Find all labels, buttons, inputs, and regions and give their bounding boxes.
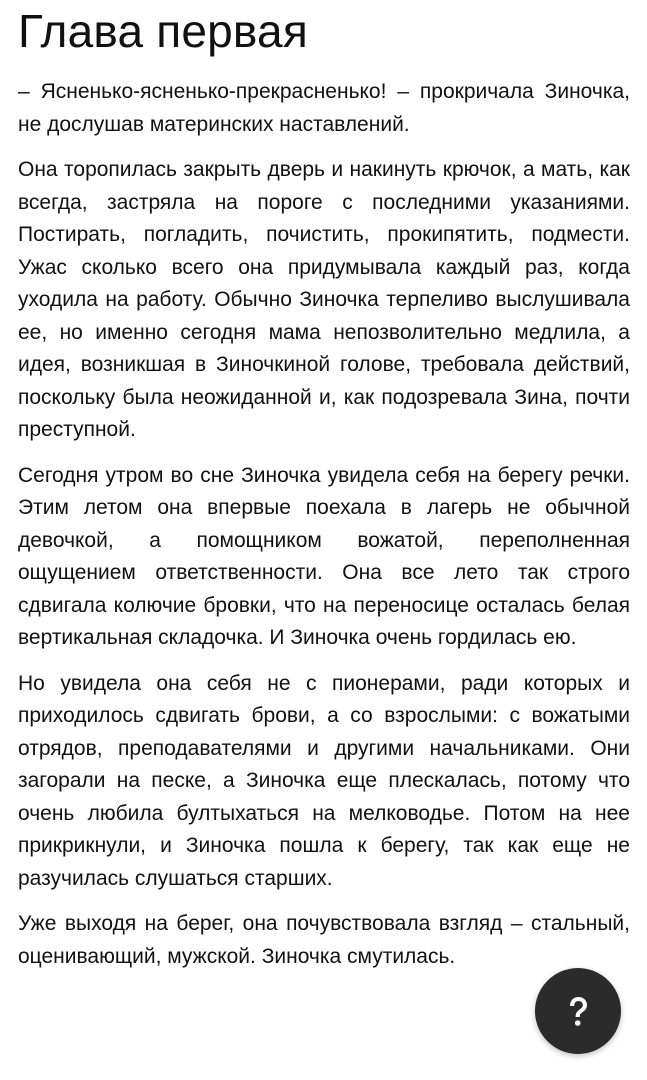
help-button[interactable] bbox=[535, 968, 621, 1054]
paragraph-5: Уже выходя на берег, она почувствовала взгляд – стальный, оценивающий, мужской. Зиночка смутилась. bbox=[18, 912, 630, 968]
paragraph-4: Но увидела она себя не с пионерами, ради которых и приходилось сдвигать брови, а со взрослыми: с вожатыми отрядов, преподавателями и другими начальниками. Они загорали на песке, а Зиночка еще плескалась, потому что очень любила бултыхаться на мелководье. Потом на нее прикрикнули, и Зиночка пошла к берегу, так как еще не разучилась слушаться старших. bbox=[18, 671, 630, 890]
reader-page bbox=[18, 0, 630, 986]
question-mark-icon bbox=[558, 991, 598, 1031]
chapter-title: Глава первая bbox=[18, 5, 308, 57]
chapter-text bbox=[18, 76, 630, 973]
paragraph-3: Сегодня утром во сне Зиночка увидела себя на берегу речки. Этим летом она впервые поехала в лагерь не обычной девочкой, а помощником вожатой, переполненная ощущением ответственности. Она все лето так строго сдвигала колючие бровки, что на переносице осталась белая вертикальная складочка. И Зиночка очень гордилась ею. bbox=[18, 463, 630, 649]
paragraph-2: Она торопилась закрыть дверь и накинуть крючок, а мать, как всегда, застряла на пороге с последними указаниями. Постирать, погладить, почистить, прокипятить, подмести. Ужас сколько всего она придумывала каждый раз, когда уходила на работу. Обычно Зиночка терпеливо выслушивала ее, но именно сегодня мама непозволительно медлила, а идея, возникшая в Зиночкиной голове, требовала действий, поскольку была неожиданной и, как подозревала Зина, почти преступной. bbox=[18, 158, 630, 441]
paragraph-1: – Ясненько-ясненько-прекрасненько! – прокричала Зиночка, не дослушав материнских наставлений. bbox=[18, 80, 630, 136]
